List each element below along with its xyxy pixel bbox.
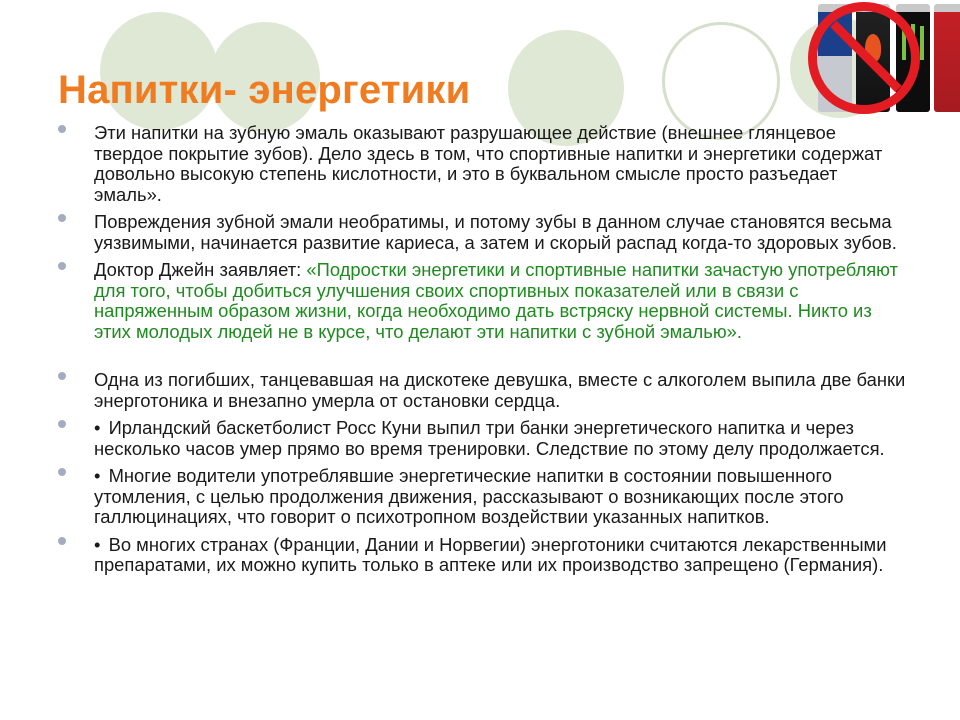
inner-bullet-mark: • [94,465,101,486]
doctor-quote: «Подростки энергетики и спортивные напитки зачастую употребляют для того, чтобы добиться улучшения своих спортивных показателей или в связи с напряженным образом жизни, когда необходимо дать встряску нервной системы. Никто из этих молодых людей не в курсе, что делают эти напитки с зубной эмалью». [94,259,898,342]
bullet-dot-icon [58,214,66,222]
bullet-dot-icon [58,468,66,476]
extra-can [934,4,960,112]
bullet-dot-icon [58,537,66,545]
bullet-list [58,123,908,583]
bullet-text: Ирландский баскетболист Росс Куни выпил три банки энергетического напитка и через несколько часов умер прямо во время тренировки. Следствие по этому делу продолжается. [94,417,885,459]
bullet-item [58,370,908,411]
inner-bullet-mark: • [94,533,101,555]
bullet-text: Многие водители употреблявшие энергетические напитки в состоянии повышенного утомления, с целью продолжения движения, рассказывают о возникающих после этого галлюцинациях, что говорит о психотропном воздействии указанных напитков. [94,465,844,527]
bullet-text: Одна из погибших, танцевавшая на дискотеке девушка, вместе с алкоголем выпила две банки энерготоника и внезапно умерла от остановки сердца. [94,369,906,411]
bullet-lead-text: Доктор Джейн заявляет: [94,259,307,280]
bullet-text: Во многих странах (Франции, Дании и Норвегии) энерготоники считаются лекарственными препаратами, их можно купить только в аптеке или их производство запрещено (Германия). [94,533,887,575]
bullet-item [58,418,908,459]
bullet-text: Повреждения зубной эмали необратимы, и потому зубы в данном случае становятся весьма уязвимыми, начинается развитие кариеса, а затем и скорый распад когда-то здоровых зубов. [94,211,897,253]
bullet-dot-icon [58,372,66,380]
bullet-item [58,466,908,528]
bullet-item [58,123,908,205]
bullet-dot-icon [58,420,66,428]
slide-title: Напитки- энергетики [58,68,471,112]
bullet-text: Эти напитки на зубную эмаль оказывают разрушающее действие (внешнее глянцевое твердое покрытие зубов). Дело здесь в том, что спортивные напитки и энергетики содержат довольно высокую степень кислотности, и это в буквальном смысле просто разъедает эмаль». [94,122,883,205]
bullet-item [58,212,908,253]
bullet-item [58,260,908,342]
bullet-dot-icon [58,125,66,133]
bullet-dot-icon [58,262,66,270]
bullet-item [58,535,908,576]
inner-bullet-mark: • [94,417,101,438]
